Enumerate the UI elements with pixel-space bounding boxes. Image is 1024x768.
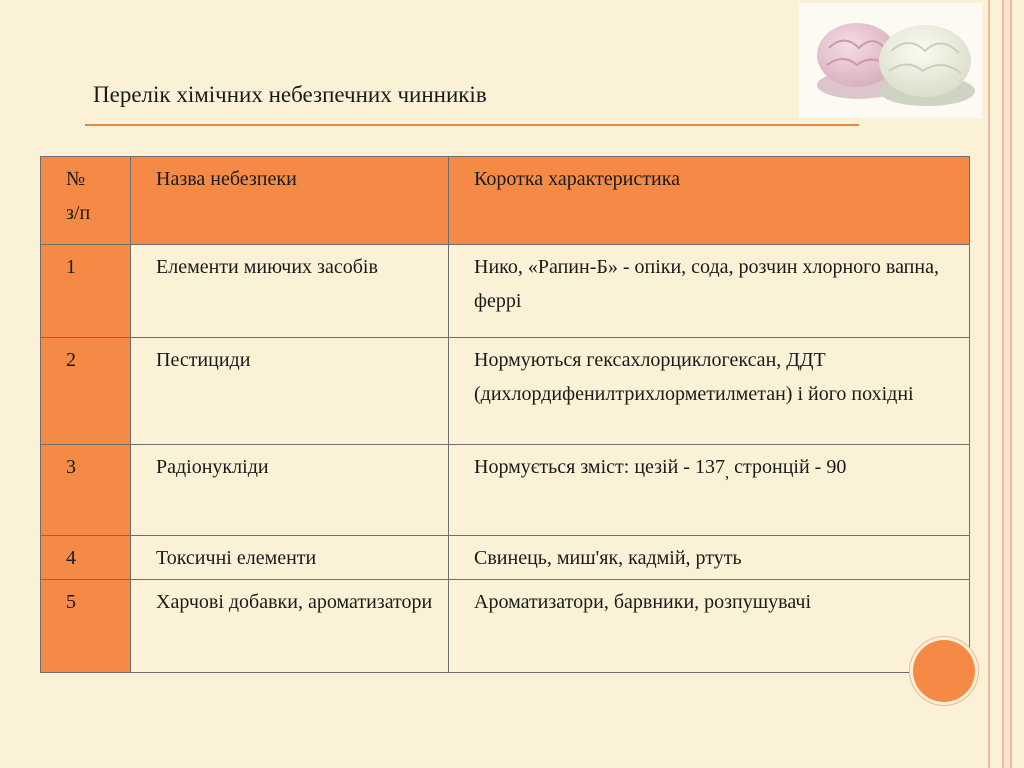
decorative-stripes	[984, 0, 1024, 768]
title-divider	[85, 124, 859, 126]
hazard-name: Радіонукліди	[131, 445, 449, 536]
hazard-name: Токсичні елементи	[131, 536, 449, 580]
hazard-description: Свинець, миш'як, кадмій, ртуть	[449, 536, 970, 580]
table-row	[41, 445, 970, 536]
table-row	[41, 245, 970, 338]
page-title: Перелік хімічних небезпечних чинників	[93, 82, 487, 107]
hazard-description: Ароматизатори, барвники, розпушувачі	[449, 580, 970, 673]
hazard-description: Нико, «Рапин-Б» - опіки, сода, розчин хлорного вапна, феррі	[449, 245, 970, 338]
hazard-name: Елементи миючих засобів	[131, 245, 449, 338]
marshmallow-image	[799, 3, 982, 118]
table-row	[41, 338, 970, 445]
table-row	[41, 580, 970, 673]
hazard-description	[449, 445, 970, 536]
row-number: 3	[41, 445, 131, 536]
description-part: Нормується зміст: цезій - 137	[474, 456, 725, 478]
row-number: 2	[41, 338, 131, 445]
hazard-description: Нормуються гексахлорциклогексан, ДДТ (дихлордифенилтрихлорметилметан) і його похідні	[449, 338, 970, 445]
description-subscript: ,	[724, 463, 730, 482]
header-name: Назва небезпеки	[131, 157, 449, 245]
header-number-symbol: №	[66, 168, 86, 190]
header-number-abbr: з/п	[66, 202, 91, 224]
hazard-name: Харчові добавки, ароматизатори	[131, 580, 449, 673]
row-number: 4	[41, 536, 131, 580]
hazards-table	[40, 156, 970, 673]
table-header-row	[41, 157, 970, 245]
decorative-circle	[913, 640, 975, 702]
table-row	[41, 536, 970, 580]
row-number: 5	[41, 580, 131, 673]
row-number: 1	[41, 245, 131, 338]
header-number	[41, 157, 131, 245]
header-description: Коротка характеристика	[449, 157, 970, 245]
description-part: стронцій - 90	[729, 456, 847, 478]
hazard-name: Пестициди	[131, 338, 449, 445]
